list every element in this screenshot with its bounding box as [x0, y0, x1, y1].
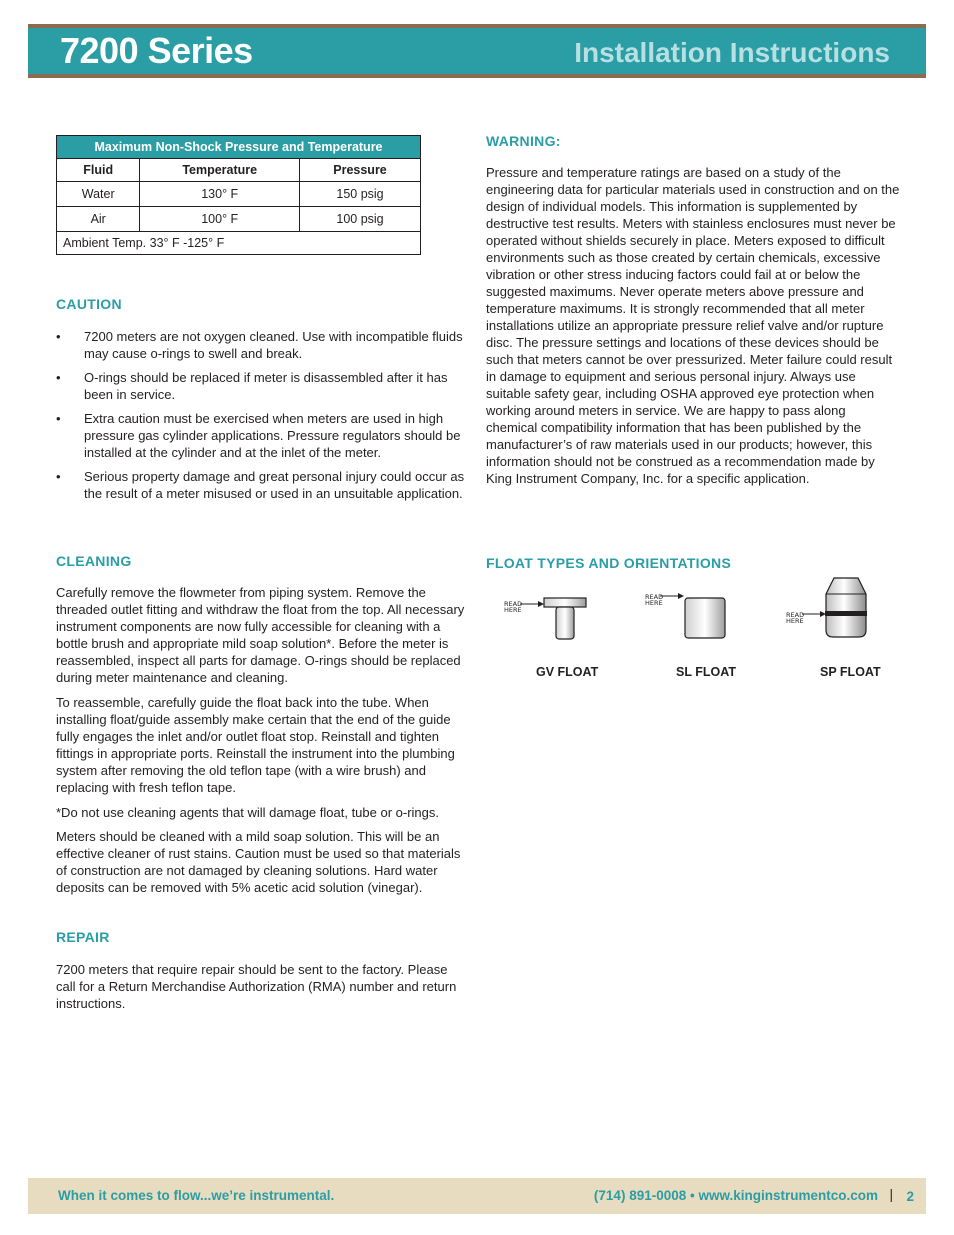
float-types-heading: FLOAT TYPES AND ORIENTATIONS: [486, 555, 732, 571]
header-bottom-rule: [28, 74, 926, 78]
cleaning-paragraph: Meters should be cleaned with a mild soap solution. This will be an effective cleaner of rust stains. Caution must be used so that materials of construction are not damaged by cleaning solutions. Hard water deposits can be removed with 5% acetic acid solution (vinegar).: [56, 829, 461, 895]
table-row: [57, 207, 421, 232]
repair-heading: REPAIR: [56, 929, 110, 945]
cell-pressure: 150 psig: [300, 182, 421, 207]
page-number: 2: [906, 1189, 914, 1204]
footer-separator: |: [889, 1187, 893, 1202]
cleaning-heading: CLEANING: [56, 553, 132, 569]
caution-heading: CAUTION: [56, 296, 122, 312]
cleaning-paragraph: To reassemble, carefully guide the float back into the tube. When installing float/guide assembly make certain that the end of the guide fully engages the inlet and/or outlet float stop. Reinstall and tighten fittings in appropriate ports. Reinstall the instrument into the plumbing system after removing the old teflon tape (with a wire brush) and replacing with fresh teflon tape.: [56, 695, 455, 795]
cell-temperature: 100° F: [140, 207, 300, 232]
cleaning-paragraph: Carefully remove the flowmeter from piping system. Remove the threaded outlet fitting and withdraw the float from the top. All necessary instrument components are now fully accessible for cleaning with a bottle brush and appropriate mild soap solution*. Before the meter is reassembled, inspect all parts for damage. O-rings should be replaced during meter maintenance and cleaning.: [56, 585, 465, 685]
cell-pressure: 100 psig: [300, 207, 421, 232]
sp-float-icon: [802, 574, 872, 642]
column-header-temperature: Temperature: [140, 159, 300, 182]
sp-read-here-label: READ HERE: [786, 611, 805, 625]
ambient-temperature: Ambient Temp. 33° F -125° F: [57, 232, 421, 255]
column-header-fluid: Fluid: [57, 159, 140, 182]
page-header: [28, 28, 926, 74]
gv-float-label: GV FLOAT: [536, 665, 599, 679]
column-header-pressure: Pressure: [300, 159, 421, 182]
list-item: • Serious property damage and great personal injury could occur as the result of a meter misused or used in an unsuitable application.: [56, 469, 465, 501]
cell-fluid: Air: [57, 207, 140, 232]
sp-float-label: SP FLOAT: [820, 665, 881, 679]
cleaning-note: *Do not use cleaning agents that will damage float, tube or o-rings.: [56, 805, 440, 820]
table-caption: Maximum Non-Shock Pressure and Temperature: [57, 136, 421, 159]
table-row: [57, 182, 421, 207]
series-title: 7200 Series: [60, 30, 253, 71]
sl-read-here-label: READ HERE: [645, 593, 664, 607]
list-item: • 7200 meters are not oxygen cleaned. Use with incompatible fluids may cause o-rings to swell and break.: [56, 329, 463, 361]
cell-fluid: Water: [57, 182, 140, 207]
pressure-temperature-table: [56, 135, 421, 255]
list-item: • Extra caution must be exercised when meters are used in high pressure gas cylinder applications. Pressure regulators should be installed at the cylinder and at the inlet of the meter.: [56, 411, 461, 460]
cell-temperature: 130° F: [140, 182, 300, 207]
list-item: • O-rings should be replaced if meter is disassembled after it has been in service.: [56, 370, 448, 402]
sl-float-icon: [660, 590, 730, 642]
sl-float-label: SL FLOAT: [676, 665, 736, 679]
footer-contact: (714) 891-0008 • www.kinginstrumentco.com: [593, 1188, 878, 1203]
footer-tagline: When it comes to flow...we’re instrumental.: [58, 1188, 335, 1203]
gv-read-here-label: READ HERE: [504, 600, 523, 614]
warning-paragraph: Pressure and temperature ratings are based on a study of the engineering data for particular materials used in construction and on the design of individual models. This information is supplemented by destructive test results. Meters with stainless enclosures must never be operated without shields securely in place. Meters exposed to difficult environments such as those created by certain chemicals, excessive vibration or other stress inducing factors could fail at or below the suggested maximums. Never operate meters above pressure and temperature maximums. It is strongly recommended that all meter installations utilize an appropriate pressure relief valve and/or rupture disc. The pressure settings and locations of these devices should be such that meters cannot be over pressurized. Meter failure could result in damage to equipment and serious personal injury. Always use suitable safety gear, including OSHA approved eye protection when working around meters in service. We are happy to pass along chemical compatibility information that has been published by the manufacturer’s of raw materials used in our products; however, this information should not be construed as a recommendation made by King Instrument Company, Inc. for a specific application.: [486, 165, 900, 486]
page-footer: [28, 1178, 926, 1214]
repair-paragraph: 7200 meters that require repair should be sent to the factory. Please call for a Return Merchandise Authorization (RMA) number and return instructions.: [56, 962, 457, 1011]
document-title: Installation Instructions: [574, 37, 890, 68]
gv-float-icon: [520, 592, 590, 642]
warning-heading: WARNING:: [486, 133, 561, 149]
caution-list: [56, 328, 470, 509]
